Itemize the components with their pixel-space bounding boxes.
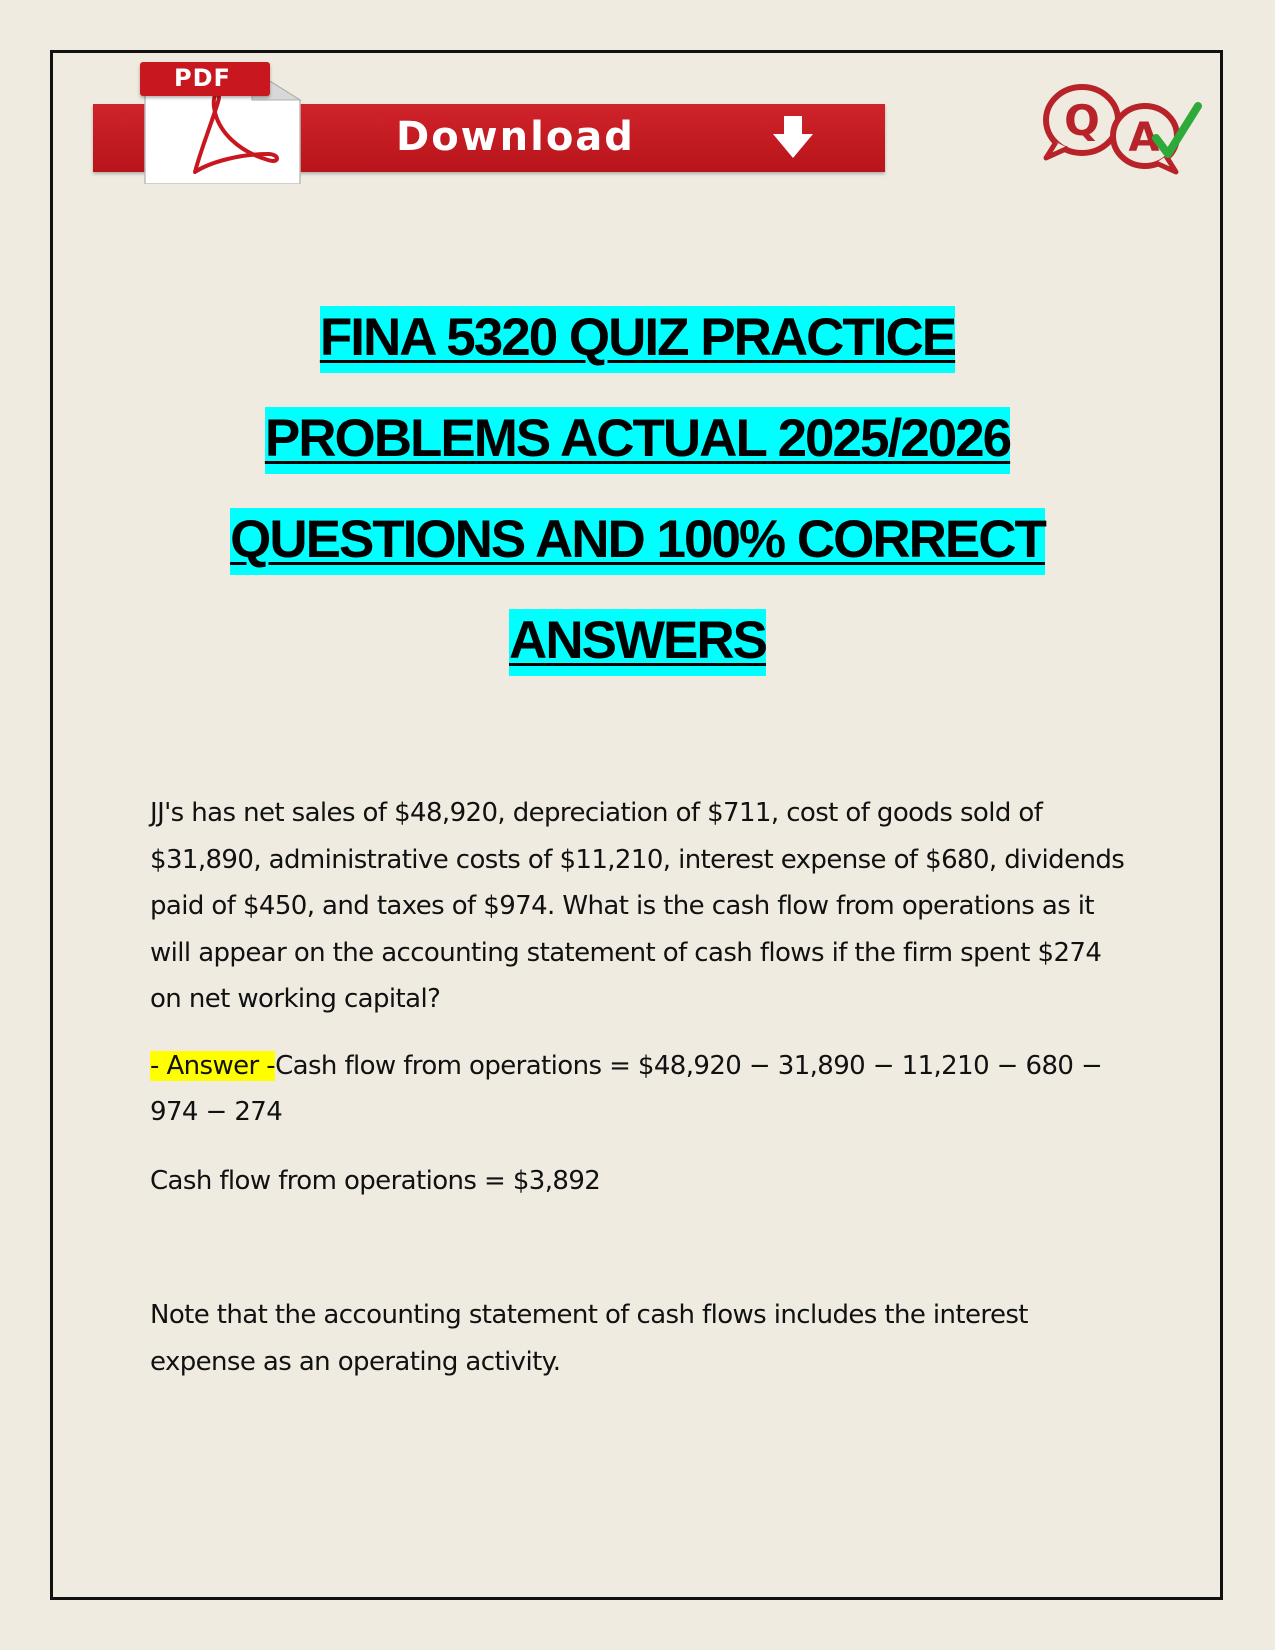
a-letter: A [1128,115,1160,161]
pdf-tag: PDF [140,62,270,96]
answer-marker: - Answer - [150,1050,276,1081]
title-line-3: QUESTIONS AND 100% CORRECT [230,508,1045,575]
pdf-download-banner[interactable] [93,62,885,184]
down-arrow-icon [771,114,815,160]
pdf-file-icon [140,62,305,184]
answer-note: Note that the accounting statement of cash flows includes the interest expense as an operating activity. [150,1300,1028,1377]
title-line-4: ANSWERS [509,609,766,676]
answer-paragraph [150,1043,1130,1136]
answer-text: Cash flow from operations = $48,920 − 31,890 − 11,210 − 680 − 974 − 274 [150,1050,1103,1127]
question-text: JJ's has net sales of $48,920, depreciation of $711, cost of goods sold of $31,890, administrative costs of $11,210, interest expense of $680, dividends paid of $450, and taxes of $974. What is the cash flow from operations as it will appear on the accounting statement of cash flows if the firm spent $274 on net working capital? [150,798,1125,1014]
title-line-2: PROBLEMS ACTUAL 2025/2026 [265,407,1010,474]
answer-result: Cash flow from operations = $3,892 [150,1165,601,1196]
question-content [150,790,1130,1385]
title-line-1: FINA 5320 QUIZ PRACTICE [320,306,955,373]
q-letter: Q [1064,96,1100,145]
qa-checkmark-logo [1040,78,1210,178]
document-title [60,305,1215,709]
download-label: Download [396,114,635,160]
